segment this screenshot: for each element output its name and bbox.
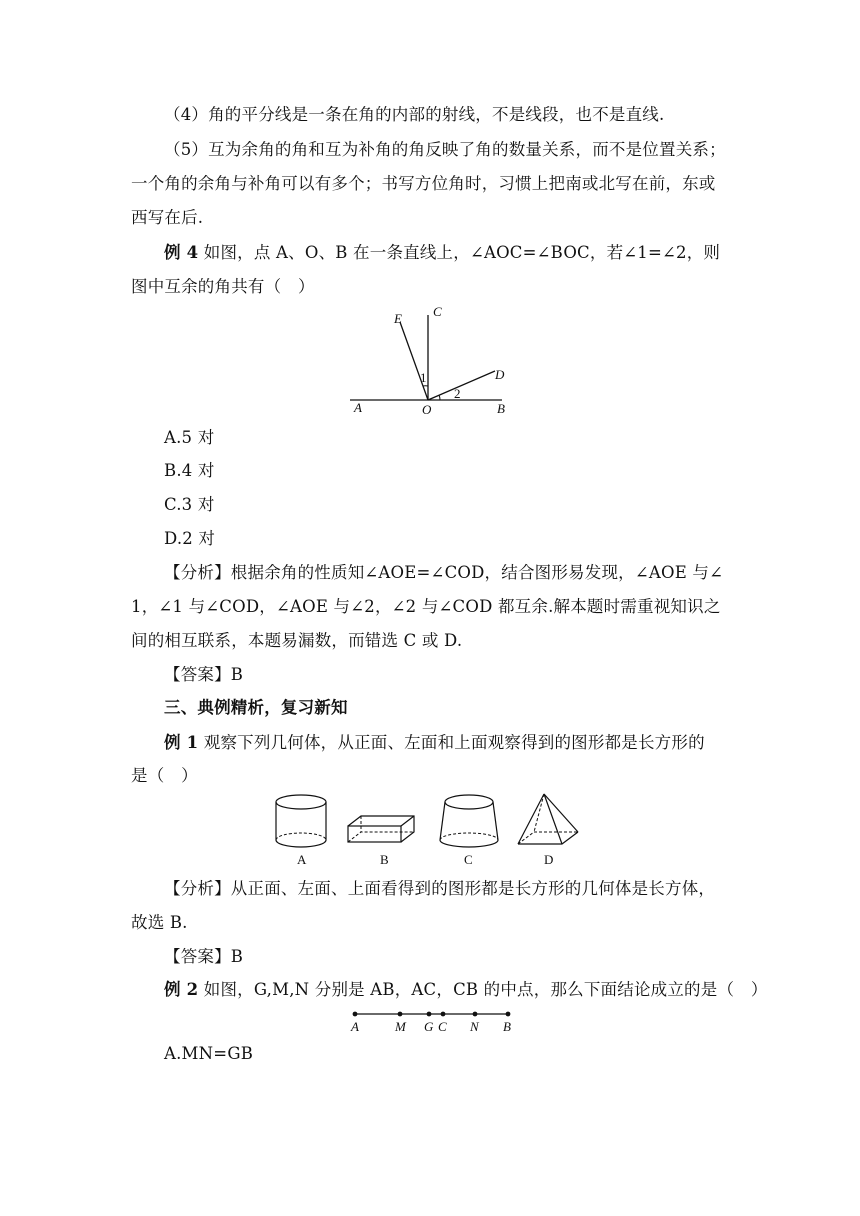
solid-label-c: C bbox=[464, 852, 473, 867]
solid-label-d: D bbox=[544, 852, 554, 867]
example-4-analysis-line-1: 【分析】根据余角的性质知∠AOE=∠COD，结合图形易发现，∠AOE 与∠ bbox=[164, 563, 724, 582]
example-4-answer: 【答案】B bbox=[164, 665, 244, 684]
example-2-label: 例 2 bbox=[164, 980, 199, 999]
example-4-question-line-2: 图中互余的角共有（ ） bbox=[131, 277, 315, 296]
example-1-question-line-2: 是（ ） bbox=[131, 766, 198, 785]
section-3-heading: 三、典例精析，复习新知 bbox=[164, 698, 348, 717]
angle-figure bbox=[340, 300, 530, 420]
example-1-answer: 【答案】B bbox=[164, 947, 244, 966]
label-c: C bbox=[433, 304, 442, 319]
label-b: B bbox=[497, 401, 505, 416]
paragraph-5-line-2: 一个角的余角与补角可以有多个；书写方位角时，习惯上把南或北写在前，东或 bbox=[131, 174, 716, 193]
paragraph-5-line-3: 西写在后. bbox=[131, 208, 204, 227]
ray-od bbox=[428, 371, 495, 400]
solid-label-b: B bbox=[380, 852, 389, 867]
example-1-question-text: 观察下列几何体，从正面、左面和上面观察得到的图形都是长方形的 bbox=[203, 733, 705, 752]
example-2-question-text: 如图，G,M,N 分别是 AB，AC，CB 的中点，那么下面结论成立的是（ ） bbox=[203, 980, 768, 999]
segment-label-m: M bbox=[395, 1019, 406, 1034]
example-1-label: 例 1 bbox=[164, 733, 199, 752]
option-c: C.3 对 bbox=[164, 495, 215, 514]
frustum-shape bbox=[440, 795, 498, 847]
point-a bbox=[353, 1012, 358, 1017]
label-a: A bbox=[354, 400, 362, 415]
option-b: B.4 对 bbox=[164, 461, 215, 480]
example-1-analysis-line-2: 故选 B. bbox=[131, 913, 188, 932]
example-2-question-line-1 bbox=[164, 979, 768, 1001]
cuboid-shape bbox=[348, 816, 414, 842]
example-1-analysis-line-1: 【分析】从正面、左面、上面看得到的图形都是长方形的几何体是长方体， bbox=[164, 879, 716, 898]
pyramid-shape bbox=[518, 794, 578, 844]
point-c bbox=[441, 1012, 446, 1017]
point-g bbox=[427, 1012, 432, 1017]
label-angle-1: 1 bbox=[420, 370, 427, 385]
segment-figure bbox=[345, 1006, 525, 1036]
segment-label-a: A bbox=[351, 1019, 359, 1034]
angle-2-arc bbox=[439, 395, 440, 400]
example-4-label: 例 4 bbox=[164, 243, 199, 262]
example-4-analysis-line-3: 间的相互联系，本题易漏数，而错选 C 或 D. bbox=[131, 631, 463, 650]
label-o: O bbox=[422, 402, 432, 417]
example-4-question-text: 如图，点 A、O、B 在一条直线上，∠AOC=∠BOC，若∠1=∠2，则 bbox=[203, 243, 721, 262]
solid-label-a: A bbox=[297, 852, 307, 867]
ray-oe bbox=[400, 322, 428, 400]
point-n bbox=[473, 1012, 478, 1017]
example-4-analysis-line-2: 1，∠1 与∠COD，∠AOE 与∠2，∠2 与∠COD 都互余.解本题时需重视知识之 bbox=[131, 597, 721, 616]
segment-label-n: N bbox=[470, 1019, 479, 1034]
option-d: D.2 对 bbox=[164, 529, 216, 548]
paragraph-4: （4）角的平分线是一条在角的内部的射线，不是线段，也不是直线. bbox=[164, 105, 665, 124]
point-m bbox=[398, 1012, 403, 1017]
label-d: D bbox=[495, 367, 505, 382]
point-b bbox=[506, 1012, 511, 1017]
segment-label-c: C bbox=[438, 1019, 447, 1034]
cylinder-shape bbox=[276, 795, 326, 847]
segment-label-b: B bbox=[503, 1019, 511, 1034]
label-angle-2: 2 bbox=[454, 386, 461, 401]
example-4-question-line-1 bbox=[164, 242, 720, 264]
option-a: A.5 对 bbox=[164, 428, 215, 447]
example-2-option-a: A.MN=GB bbox=[164, 1044, 254, 1063]
segment-label-g: G bbox=[424, 1019, 434, 1034]
label-e: E bbox=[394, 311, 402, 326]
example-1-question-line-1 bbox=[164, 732, 705, 754]
solids-figure bbox=[266, 790, 586, 870]
paragraph-5-line-1: （5）互为余角的角和互为补角的角反映了角的数量关系，而不是位置关系； bbox=[164, 140, 726, 159]
